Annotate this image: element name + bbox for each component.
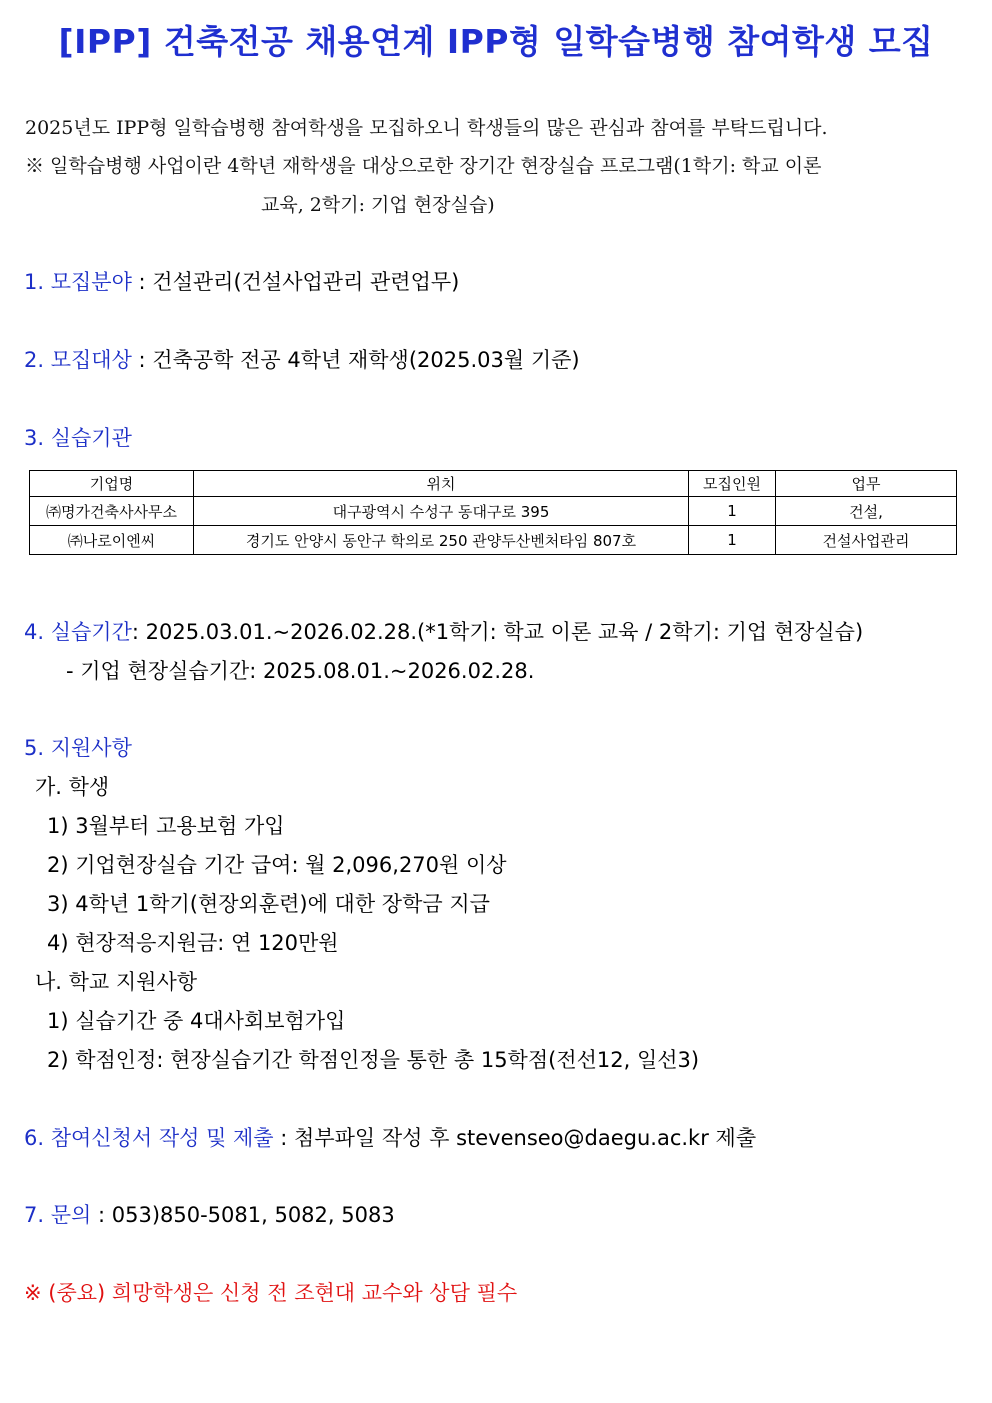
section-6-label: 6. 참여신청서 작성 및 제출 — [24, 1126, 274, 1150]
table-cell: 대구광역시 수성구 동대구로 395 — [194, 497, 689, 526]
table-cell: 건설, — [776, 497, 957, 526]
table-cell: ㈜나로이엔씨 — [30, 526, 194, 555]
intro-line-3: 교육, 2학기: 기업 현장실습) — [261, 194, 495, 216]
section-4-value: : 2025.03.01.~2026.02.28.(*1학기: 학교 이론 교육 / 2학기: 기업 현장실습) — [131, 620, 864, 644]
table-header-location: 위치 — [194, 471, 689, 497]
section-3-label: 3. 실습기관 — [24, 426, 132, 450]
table-cell: 1 — [689, 526, 776, 555]
table-cell: ㈜명가건축사사무소 — [30, 497, 194, 526]
section-5-b: 나. 학교 지원사항 — [35, 970, 198, 994]
section-6-sep: : — [273, 1126, 295, 1150]
table-cell: 1 — [689, 497, 776, 526]
intro-line-2: ※ 일학습병행 사업이란 4학년 재학생을 대상으로한 장기간 현장실습 프로그램(1학기: 학교 이론 — [25, 155, 822, 177]
intro-line-1: 2025년도 IPP형 일학습병행 참여학생을 모집하오니 학생들의 많은 관심과 참여를 부탁드립니다. — [25, 117, 828, 139]
section-5-label: 5. 지원사항 — [24, 736, 132, 760]
section-1-label: 1. 모집분야 — [24, 270, 132, 294]
section-2 — [24, 344, 580, 374]
section-2-label: 2. 모집대상 — [24, 348, 132, 372]
section-1-value: 건설관리(건설사업관리 관련업무) — [152, 270, 460, 294]
section-2-value: 건축공학 전공 4학년 재학생(2025.03월 기준) — [152, 348, 580, 372]
section-5-a-item: 3) 4학년 1학기(현장외훈련)에 대한 장학금 지급 — [47, 892, 490, 916]
table-row — [30, 526, 957, 555]
section-5-a-item: 2) 기업현장실습 기간 급여: 월 2,096,270원 이상 — [47, 853, 507, 877]
page-title: [IPP] 건축전공 채용연계 IPP형 일학습병행 참여학생 모집 — [58, 22, 934, 61]
table-header-count: 모집인원 — [689, 471, 776, 497]
section-5-a: 가. 학생 — [35, 775, 110, 799]
section-6-value: 첨부파일 작성 후 stevenseo@daegu.ac.kr 제출 — [294, 1126, 757, 1150]
section-4 — [24, 616, 863, 646]
table-header-company: 기업명 — [30, 471, 194, 497]
institution-table — [29, 470, 957, 555]
table-cell: 건설사업관리 — [776, 526, 957, 555]
important-notice: ※ (중요) 희망학생은 신청 전 조현대 교수와 상담 필수 — [24, 1281, 518, 1305]
section-6 — [24, 1122, 756, 1152]
section-1 — [24, 266, 459, 296]
section-5-a-item: 1) 3월부터 고용보험 가입 — [47, 814, 285, 838]
table-header-duty: 업무 — [776, 471, 957, 497]
section-2-sep: : — [131, 348, 153, 372]
section-5-b-item: 1) 실습기간 중 4대사회보험가입 — [47, 1009, 346, 1033]
section-7 — [24, 1199, 395, 1229]
table-row — [30, 497, 957, 526]
table-cell: 경기도 안양시 동안구 학의로 250 관양두산벤처타임 807호 — [194, 526, 689, 555]
section-7-label: 7. 문의 — [24, 1203, 92, 1227]
table-header-row — [30, 471, 957, 497]
section-5-a-item: 4) 현장적응지원금: 연 120만원 — [47, 931, 339, 955]
section-7-value: 053)850-5081, 5082, 5083 — [111, 1203, 395, 1227]
section-7-sep: : — [91, 1203, 112, 1227]
section-4-sub: - 기업 현장실습기간: 2025.08.01.~2026.02.28. — [66, 659, 535, 683]
section-4-label: 4. 실습기간 — [24, 620, 132, 644]
section-5-b-item: 2) 학점인정: 현장실습기간 학점인정을 통한 총 15학점(전선12, 일선3) — [47, 1048, 700, 1072]
section-1-sep: : — [131, 270, 153, 294]
